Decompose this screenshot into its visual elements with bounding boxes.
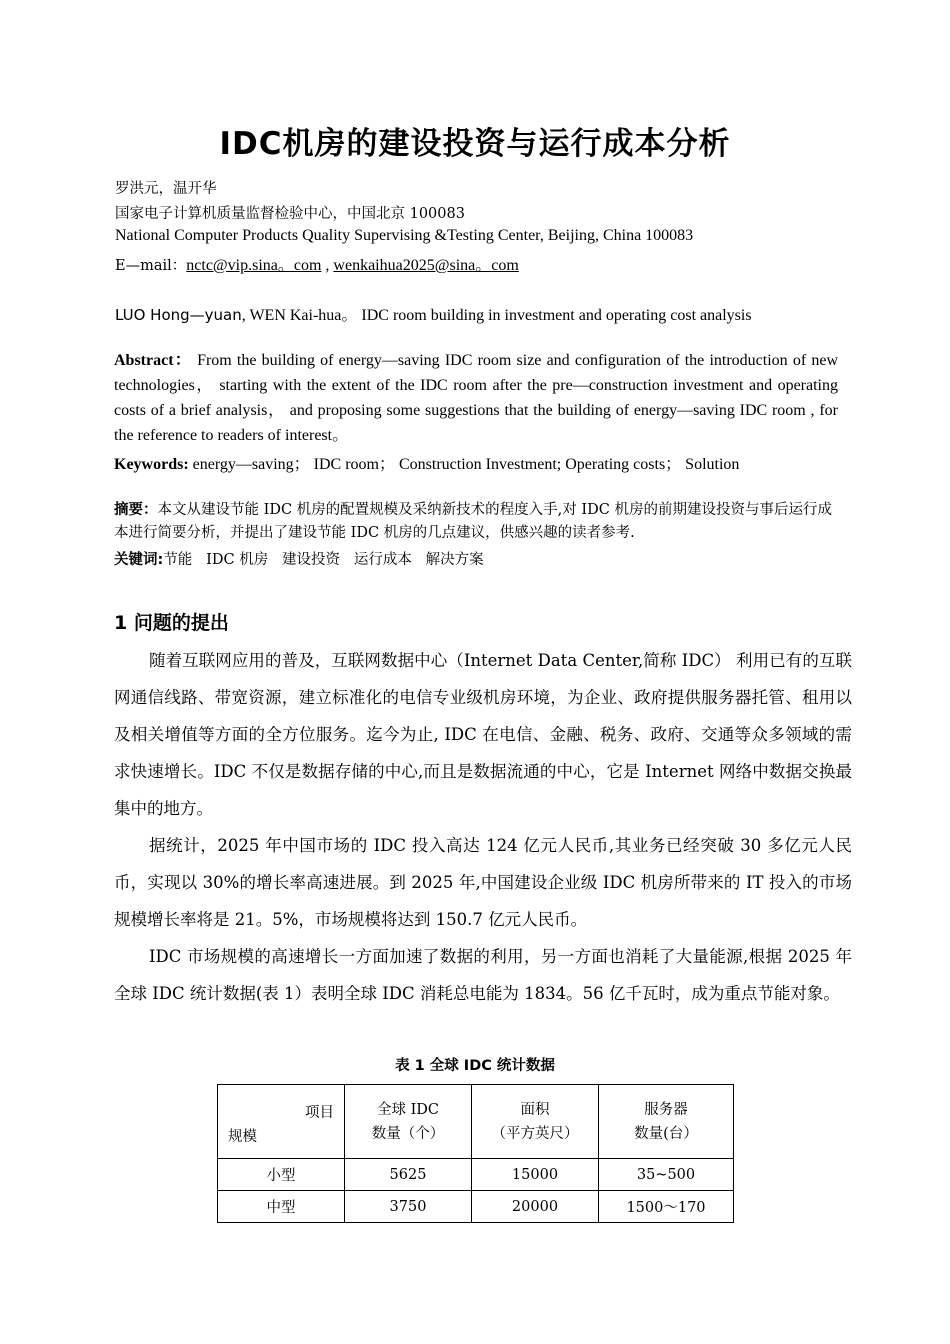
- abstract-text: From the building of energy—saving IDC room size and configuration of the introduction of new technologies， starting with the extent of the IDC room after the pre—construction investment and operating costs of a brief analysis， and proposing some suggestions that the building of energy—saving IDC room , for the reference to readers of interest。: [114, 352, 838, 444]
- row-area: 15000: [472, 1159, 599, 1191]
- abstract-label: Abstract：: [114, 352, 192, 369]
- table-header-row: [218, 1085, 734, 1159]
- header-area-line2: （平方英尺）: [491, 1125, 579, 1142]
- affiliation-cn: 国家电子计算机质量监督检验中心，中国北京 100083: [115, 206, 465, 222]
- corner-top-label: 项目: [305, 1105, 334, 1121]
- email-separator: ,: [321, 257, 334, 274]
- keywords-label: Keywords:: [114, 456, 189, 473]
- keywords-en: [114, 451, 739, 474]
- abstract-cn: [114, 499, 834, 545]
- idc-statistics-table: [217, 1084, 734, 1223]
- row-area: 20000: [472, 1191, 599, 1223]
- body-paragraph-2: 据统计，2025 年中国市场的 IDC 投入高达 124 亿元人民币,其业务已经突破 30 多亿元人民币，实现以 30%的增长率高速进展。到 2025 年,中国建设企业级 IDC 机房所带来的 IT 投入的市场规模增长率将是 21。5%，市场规模将达到 150.7 亿元人民币。: [114, 836, 852, 929]
- email-link-2[interactable]: wenkaihua2025@sina。com: [333, 257, 519, 274]
- header-cell-count: [345, 1085, 472, 1159]
- section-1-heading: 1 问题的提出: [114, 612, 229, 634]
- header-servers-line2: 数量(台）: [634, 1125, 698, 1142]
- header-count-line2: 数量（个）: [371, 1125, 445, 1142]
- english-title: , WEN Kai-hua。 IDC room building in investment and operating cost analysis: [241, 307, 752, 324]
- row-label: 中型: [218, 1191, 345, 1223]
- body-paragraph-1: 随着互联网应用的普及，互联网数据中心（Internet Data Center,简称 IDC） 利用已有的互联网通信线路、带宽资源，建立标准化的电信专业级机房环境，为企业、政府提供服务器托管、租用以及相关增值等方面的全方位服务。迄今为止, IDC 在电信、金融、税务、政府、交通等众多领域的需求快速增长。IDC 不仅是数据存储的中心,而且是数据流通的中心，它是 Internet 网络中数据交换最集中的地方。: [114, 651, 852, 818]
- corner-bottom-label: 规模: [228, 1129, 257, 1145]
- table-row: [218, 1191, 734, 1223]
- table-caption: 表 1 全球 IDC 统计数据: [395, 1058, 555, 1074]
- row-servers: 1500～170: [599, 1191, 734, 1223]
- row-count: 3750: [345, 1191, 472, 1223]
- email-label: E—mail：: [115, 258, 187, 274]
- cn-abstract-label: 摘要：: [114, 502, 158, 518]
- keywords-cn: [114, 549, 834, 572]
- cn-keywords-label: 关键词:: [114, 552, 164, 568]
- authors-cn: 罗洪元，温开华: [115, 181, 217, 197]
- affiliation-en: National Computer Products Quality Supervising &Testing Center, Beijing, China 100083: [115, 227, 694, 244]
- english-authors: LUO Hong—yuan: [115, 306, 242, 324]
- row-count: 5625: [345, 1159, 472, 1191]
- email-link-1[interactable]: nctc@vip.sina。com: [186, 257, 322, 274]
- abstract-en: [114, 348, 838, 448]
- header-area-line1: 面积: [520, 1101, 550, 1118]
- header-count-line1: 全球 IDC: [376, 1101, 440, 1118]
- header-servers-line1: 服务器: [644, 1101, 688, 1118]
- english-title-line: [115, 302, 752, 325]
- paper-title: IDC机房的建设投资与运行成本分析: [219, 126, 731, 162]
- table-corner-cell: [218, 1085, 345, 1159]
- row-label: 小型: [218, 1159, 345, 1191]
- body-paragraph-3: IDC 市场规模的高速增长一方面加速了数据的利用，另一方面也消耗了大量能源,根据 2025 年全球 IDC 统计数据(表 1）表明全球 IDC 消耗总电能为 1834。56 亿千瓦时，成为重点节能对象。: [114, 947, 852, 1003]
- row-servers: 35~500: [599, 1159, 734, 1191]
- table-row: [218, 1159, 734, 1191]
- cn-keywords-text: 节能 IDC 机房 建设投资 运行成本 解决方案: [163, 552, 484, 568]
- keywords-text: energy—saving； IDC room； Construction Investment; Operating costs； Solution: [188, 456, 740, 473]
- cn-abstract-text: 本文从建设节能 IDC 机房的配置规模及采纳新技术的程度入手,对 IDC 机房的前期建设投资与事后运行成本进行简要分析，并提出了建设节能 IDC 机房的几点建议，供感兴趣的读者参考.: [114, 502, 832, 541]
- header-cell-servers: [599, 1085, 734, 1159]
- email-line: [115, 252, 519, 275]
- header-cell-area: [472, 1085, 599, 1159]
